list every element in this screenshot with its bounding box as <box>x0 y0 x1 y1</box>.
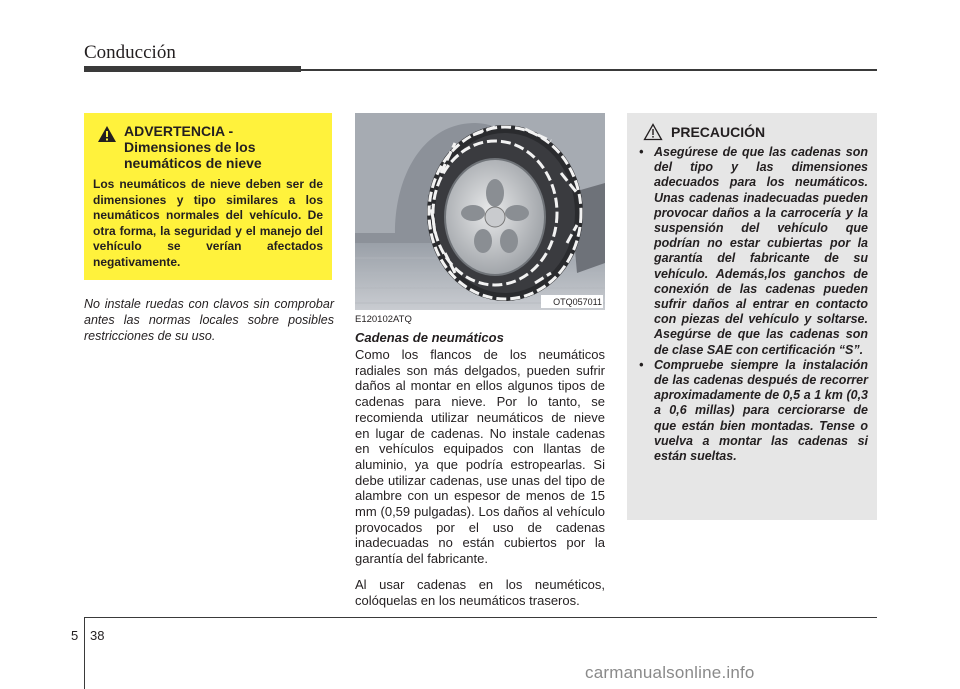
caution-item-text: Asegúrese de que las cadenas son del tipo y las dimensiones adecuados para los neumáticos. Unas cadenas inadecuadas pueden provocar daños a la carrocería y la suspensión del vehículo que podrían no estar cubiertas por la garantía del fabricante de su vehículo. Además,los ganchos de conexión de las cadenas pueden sufrir daños al entrar en contacto con piezas del vehículo y soltarse. Asegúrse de que las cadenas son de clase SAE con certificación “S”. <box>654 145 868 357</box>
bullet: • <box>639 357 644 372</box>
warning-title-line2: Dimensiones de los <box>124 139 256 155</box>
warning-title-line3: neumáticos de nieve <box>124 155 262 171</box>
bullet: • <box>639 145 644 159</box>
photo-caption: OTQ057011 <box>553 297 602 307</box>
watermark: carmanualsonline.info <box>585 663 755 682</box>
warning-box <box>84 113 332 280</box>
footer-divider <box>84 617 85 689</box>
warning-triangle-icon <box>97 125 117 143</box>
header-rule-thick <box>84 66 301 72</box>
caution-item-text: Compruebe siempre la instalación de las cadenas después de recorrer aproximadamente de 0,5 a 1 km (0,3 a 0,6 millas) para cerciorarse de que están bien montadas. Tense o vuelva a montar las cadenas si están sueltas. <box>654 357 868 464</box>
section-code: E120102ATQ <box>355 314 412 325</box>
warning-title <box>124 123 262 171</box>
tire-chain-illustration <box>355 113 605 310</box>
footer-rule <box>84 617 877 618</box>
chapter-number: 5 <box>71 628 79 643</box>
caution-box <box>627 113 877 520</box>
caution-title: PRECAUCIÓN <box>671 124 766 140</box>
section-paragraph-2: Al usar cadenas en los neuméticos, colóquelas en los neumáticos traseros. <box>355 577 605 608</box>
caution-item <box>635 358 868 464</box>
section-paragraph-1: Como los flancos de los neumáticos radiales son más delgados, pueden sufrir daños al montar en ellos algunos tipos de cadenas para nieve. Por lo tanto, se recomienda utilizar neumáticos de nieve en lugar de cadenas. No instale cadenas en vehículos equipados con llantas de aluminio, ya que podría estropearlas. Si debe utilizar cadenas, use unas del tipo de alambre con un espesor de menos de 15 mm (0,59 pulgadas). Los daños al vehículo provocados por el uso de cadenas inadecuadas no están cubiertos por la garantía del fabricante. <box>355 347 605 567</box>
caution-list <box>635 145 868 464</box>
caution-triangle-icon <box>643 123 663 141</box>
caution-header <box>635 123 868 141</box>
section-title: Cadenas de neumáticos <box>355 330 504 345</box>
warning-body: Los neumáticos de nieve deben ser de dimensiones y tipo similares a los neumáticos normales del vehículo. De otra forma, la seguridad y el manejo del vehículo se verían afectados negativamente. <box>93 177 323 269</box>
left-note: No instale ruedas con clavos sin comprobar antes las normas locales sobre posibles restricciones de su uso. <box>84 297 334 343</box>
page-number: 38 <box>90 628 105 643</box>
page-header-title: Conducción <box>84 42 176 63</box>
warning-title-line1: ADVERTENCIA - <box>124 123 234 139</box>
tire-chain-photo <box>355 113 605 310</box>
caution-item <box>635 145 868 358</box>
header-rule-thin <box>301 69 877 71</box>
warning-header <box>93 123 323 171</box>
